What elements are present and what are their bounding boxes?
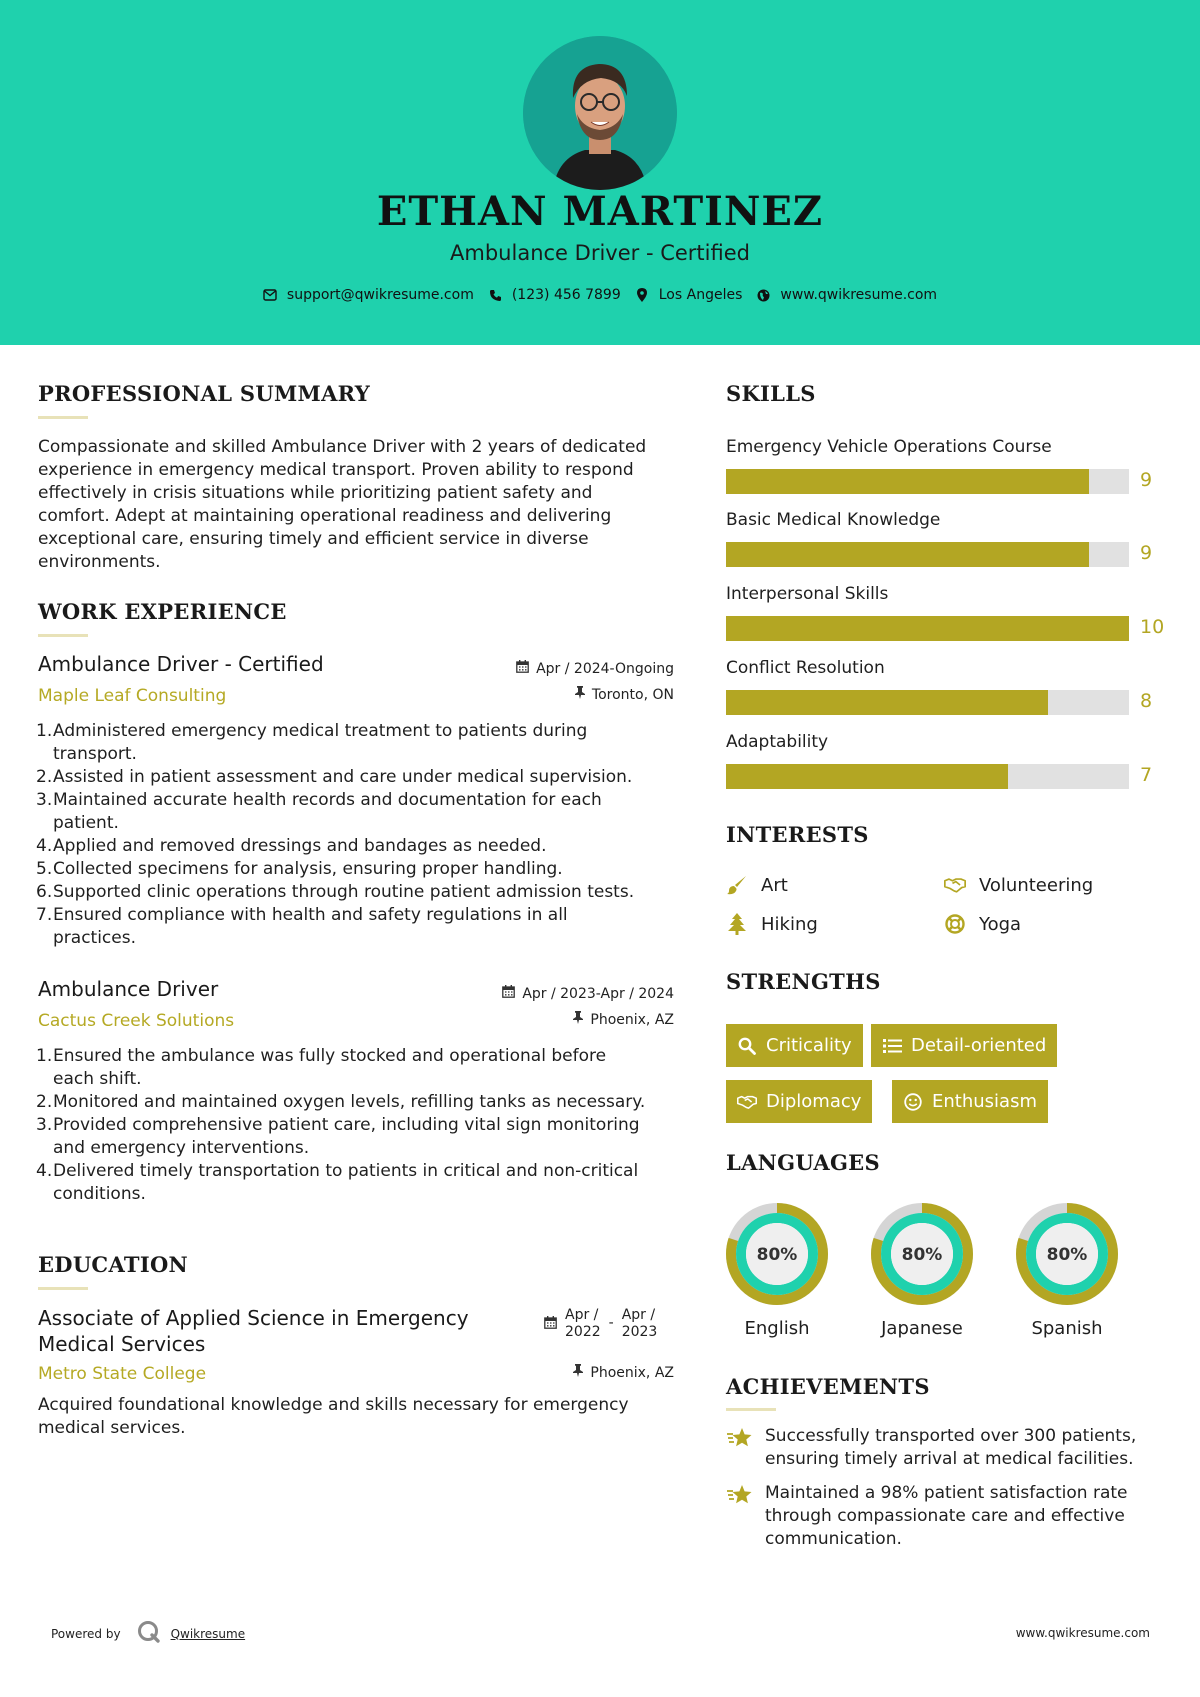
contact-location — [635, 287, 743, 303]
summary-line: Compassionate and skilled Ambulance Driver with 2 years of dedicated — [38, 437, 647, 457]
handshake-icon — [944, 874, 966, 896]
list-item: 4. Applied and removed dressings and bandages as needed. — [36, 836, 547, 856]
skill-value: 9 — [1140, 542, 1153, 564]
handshake-icon — [737, 1092, 757, 1112]
contact-bar — [0, 287, 1200, 303]
job-title: Ambulance Driver — [38, 977, 219, 1001]
interest-label: Art — [761, 874, 788, 896]
strength-label: Detail-oriented — [911, 1035, 1047, 1056]
strength-label: Enthusiasm — [932, 1091, 1037, 1112]
job-duties-list — [38, 720, 678, 950]
contact-email-text: support@qwikresume.com — [286, 287, 474, 303]
education-desc-line: Acquired foundational knowledge and skills necessary for emergency — [38, 1395, 629, 1415]
list-item: 1. Ensured the ambulance was fully stocked and operational before each shift. — [36, 1046, 607, 1089]
interests-title: INTERESTS — [726, 822, 869, 847]
job-dates-text: Apr / 2024-Ongoing — [536, 660, 674, 677]
summary-line: experience in emergency medical transport. Proven ability to respond — [38, 460, 634, 480]
achievement-item — [726, 1425, 1136, 1471]
education-start: Apr / 2022 — [565, 1307, 601, 1340]
language-gauge — [725, 1202, 829, 1306]
degree-line: Medical Services — [38, 1332, 206, 1356]
tree-icon — [726, 913, 748, 935]
education-description — [38, 1394, 678, 1440]
list-item: 2. Monitored and maintained oxygen levels, refilling tanks as necessary. — [36, 1092, 646, 1112]
footer-site-link[interactable]: www.qwikresume.com — [1015, 1626, 1150, 1640]
education-title: EDUCATION — [38, 1252, 189, 1277]
skill-label: Adaptability — [726, 732, 829, 752]
education-location-text: Phoenix, AZ — [590, 1364, 674, 1381]
job-location-text: Phoenix, AZ — [590, 1011, 674, 1028]
strength-chip — [892, 1080, 1048, 1123]
skill-label: Interpersonal Skills — [726, 584, 889, 604]
strength-chip — [726, 1024, 863, 1067]
skill-value: 7 — [1140, 764, 1153, 786]
job-location — [420, 686, 674, 703]
list-item: 6. Supported clinic operations through routine patient admission tests. — [36, 882, 635, 902]
strength-label: Criticality — [766, 1035, 852, 1056]
list-item: 3. Provided comprehensive patient care, including vital sign monitoring and emergency interventions. — [36, 1115, 640, 1158]
summary-text — [38, 436, 678, 574]
job-company: Maple Leaf Consulting — [38, 686, 227, 706]
pushpin-icon — [573, 1364, 583, 1381]
contact-email[interactable] — [263, 287, 474, 303]
job-dates — [420, 985, 674, 1002]
skill-bar-fill — [726, 469, 1089, 494]
skill-bar — [726, 764, 1129, 789]
experience-rule — [38, 634, 88, 637]
phone-icon — [488, 288, 503, 303]
powered-by-text: Powered by — [51, 1626, 121, 1641]
skill-bar — [726, 469, 1129, 494]
skill-label: Emergency Vehicle Operations Course — [726, 437, 1052, 457]
pushpin-icon — [573, 1011, 583, 1028]
language-percent: 80% — [901, 1245, 943, 1265]
star-icon — [726, 1483, 753, 1510]
achievement-item — [726, 1482, 1128, 1551]
skill-value: 8 — [1140, 690, 1153, 712]
skill-value: 9 — [1140, 469, 1153, 491]
list-item: 4. Delivered timely transportation to patients in critical and non-critical conditions. — [36, 1161, 639, 1204]
candidate-name: ETHAN MARTINEZ — [376, 188, 824, 235]
envelope-icon — [263, 288, 278, 303]
interest-label: Volunteering — [979, 874, 1094, 896]
language-ring — [725, 1202, 829, 1310]
summary-line: comfort. Adept at maintaining operational readiness and delivering — [38, 506, 612, 526]
strengths-title: STRENGTHS — [726, 969, 881, 994]
interest-item — [726, 874, 788, 896]
contact-website-text: www.qwikresume.com — [780, 287, 938, 303]
job-duties-list — [38, 1045, 678, 1206]
education-location — [420, 1364, 674, 1381]
strength-chip — [871, 1024, 1057, 1067]
strength-label: Diplomacy — [766, 1091, 862, 1112]
language-percent: 80% — [756, 1245, 798, 1265]
degree-line: Associate of Applied Science in Emergency — [38, 1306, 469, 1330]
skills-title: SKILLS — [726, 381, 816, 406]
interest-label: Yoga — [979, 913, 1022, 935]
skill-bar — [726, 616, 1129, 641]
avatar — [523, 36, 677, 190]
education-dash: - — [608, 1315, 614, 1331]
education-desc-line: medical services. — [38, 1418, 186, 1438]
list-item: 1. Administered emergency medical treatment to patients during transport. — [36, 721, 588, 764]
interest-item — [944, 874, 1093, 896]
education-end: Apr / 2023 — [621, 1307, 658, 1340]
map-pin-icon — [635, 288, 650, 303]
language-label: Japanese — [881, 1318, 963, 1339]
languages-title: LANGUAGES — [726, 1150, 880, 1175]
skill-bar-fill — [726, 542, 1089, 567]
profile-photo — [523, 36, 677, 190]
summary-rule — [38, 416, 88, 419]
experience-title: WORK EXPERIENCE — [38, 599, 287, 624]
achievement-text: Successfully transported over 300 patients, ensuring timely arrival at medical facilities. — [765, 1426, 1137, 1469]
star-icon — [726, 1426, 753, 1453]
list-item: 7. Ensured compliance with health and safety regulations in all practices. — [36, 905, 568, 948]
header-banner — [0, 0, 1200, 345]
smile-icon — [903, 1092, 923, 1112]
summary-line: exceptional care, ensuring timely and efficient service in diverse — [38, 529, 589, 549]
calendar-icon — [502, 985, 515, 1002]
contact-website[interactable] — [756, 287, 937, 303]
qwikresume-logo-icon — [137, 1620, 161, 1647]
language-percent: 80% — [1046, 1245, 1088, 1265]
pushpin-icon — [575, 686, 585, 703]
language-label: English — [744, 1318, 810, 1339]
interest-item — [726, 913, 818, 935]
skill-value: 10 — [1140, 616, 1165, 638]
education-rule — [38, 1287, 88, 1290]
qwikresume-link[interactable]: Qwikresume — [170, 1626, 246, 1641]
job-dates — [420, 660, 674, 677]
job-location-text: Toronto, ON — [591, 686, 674, 703]
school-name: Metro State College — [38, 1364, 207, 1384]
skill-bar-fill — [726, 764, 1008, 789]
contact-phone[interactable] — [488, 287, 621, 303]
calendar-icon — [516, 660, 529, 677]
candidate-headline: Ambulance Driver - Certified — [450, 241, 750, 265]
job-location — [420, 1011, 674, 1028]
skill-label: Basic Medical Knowledge — [726, 510, 941, 530]
globe-icon — [756, 288, 771, 303]
language-ring — [1015, 1202, 1119, 1310]
job-title: Ambulance Driver - Certified — [38, 652, 324, 676]
education-dates — [544, 1307, 657, 1341]
paintbrush-icon — [726, 874, 748, 896]
skill-label: Conflict Resolution — [726, 658, 885, 678]
language-gauge — [870, 1202, 974, 1306]
achievements-rule — [726, 1408, 776, 1411]
language-ring — [870, 1202, 974, 1310]
skill-bar — [726, 690, 1129, 715]
summary-line: effectively in crisis situations while prioritizing patient safety and — [38, 483, 593, 503]
search-icon — [737, 1036, 757, 1056]
contact-location-text: Los Angeles — [658, 287, 743, 303]
job-dates-text: Apr / 2023-Apr / 2024 — [522, 985, 674, 1002]
summary-line: environments. — [38, 552, 161, 572]
list-item: 3. Maintained accurate health records and documentation for each patient. — [36, 790, 602, 833]
summary-title: PROFESSIONAL SUMMARY — [38, 381, 371, 406]
interest-item — [944, 913, 1021, 935]
strength-chip — [726, 1080, 872, 1123]
skill-bar-fill — [726, 690, 1048, 715]
language-gauge — [1015, 1202, 1119, 1306]
list-item: 5. Collected specimens for analysis, ensuring proper handling. — [36, 859, 563, 879]
life-ring-icon — [944, 913, 966, 935]
skill-bar — [726, 542, 1129, 567]
language-label: Spanish — [1031, 1318, 1103, 1339]
achievement-text: Maintained a 98% patient satisfaction rate through compassionate care and effective communication. — [765, 1483, 1128, 1549]
job-company: Cactus Creek Solutions — [38, 1011, 235, 1031]
skill-bar-fill — [726, 616, 1129, 641]
list-icon — [882, 1036, 902, 1056]
calendar-icon — [544, 1316, 557, 1334]
footer-powered-by — [51, 1620, 245, 1647]
interest-label: Hiking — [761, 913, 818, 935]
list-item: 2. Assisted in patient assessment and care under medical supervision. — [36, 767, 633, 787]
achievements-title: ACHIEVEMENTS — [726, 1374, 930, 1399]
contact-phone-text: (123) 456 7899 — [511, 287, 621, 303]
degree-title — [38, 1305, 538, 1357]
